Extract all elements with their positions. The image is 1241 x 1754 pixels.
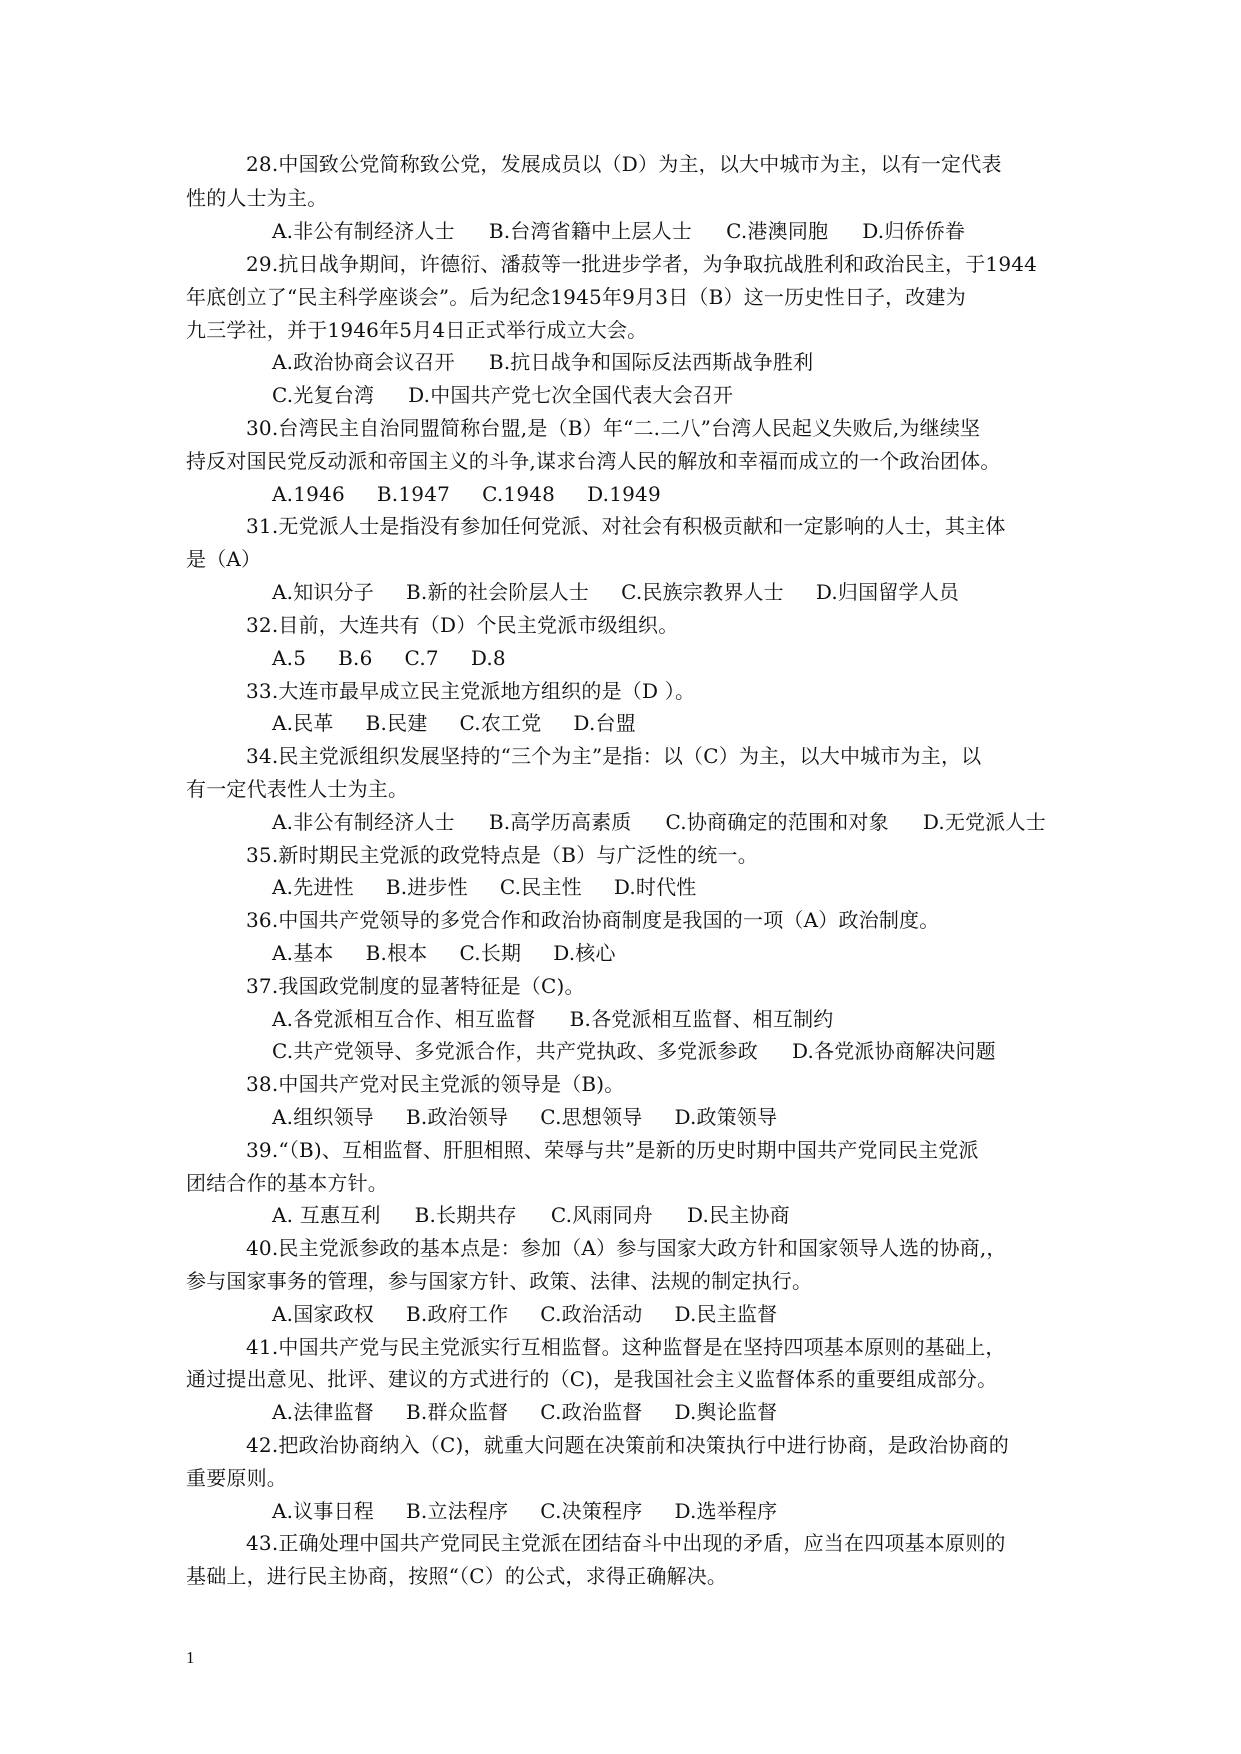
answer-option: B.立法程序 [406, 1499, 509, 1523]
answer-option: C.风雨同舟 [550, 1203, 653, 1227]
question-text: 42.把政治协商纳入（C)，就重大问题在决策前和决策执行中进行协商，是政治协商的 [246, 1433, 1009, 1457]
answer-option: D.无党派人士 [922, 810, 1046, 834]
answer-option: A.民革 [272, 711, 334, 735]
answer-options [272, 350, 813, 374]
question-text: 41.中国共产党与民主党派实行互相监督。这种监督是在坚持四项基本原则的基础上， [246, 1335, 1006, 1359]
answer-option: B.高学历高素质 [488, 810, 632, 834]
question-continuation: 重要原则。 [186, 1466, 287, 1490]
answer-option: A.各党派相互合作、相互监督 [272, 1007, 536, 1031]
answer-option: D.政策领导 [674, 1105, 778, 1129]
answer-option: B.群众监督 [406, 1400, 509, 1424]
question-continuation: 九三学社，并于1946年5月4日正式举行成立大会。 [186, 318, 648, 342]
answer-option: B.根本 [365, 941, 428, 965]
answer-option: C.共产党领导、多党派合作，共产党执政、多党派参政 [272, 1039, 758, 1063]
answer-option: A.基本 [272, 941, 334, 965]
question-continuation: 基础上，进行民主协商，按照“（C）的公式，求得正确解决。 [186, 1564, 728, 1588]
answer-option: C.7 [404, 646, 439, 670]
question-continuation: 年底创立了“民主科学座谈会”。后为纪念1945年9月3日（B）这一历史性日子，改建为 [186, 285, 966, 309]
question-text: 30.台湾民主自治同盟简称台盟,是（B）年“二.二八”台湾人民起义失败后,为继续坚 [246, 416, 981, 440]
answer-options [272, 711, 636, 735]
answer-options [272, 1105, 777, 1129]
answer-option: C.光复台湾 [272, 383, 375, 407]
answer-options [272, 941, 616, 965]
answer-option: D.中国共产党七次全国代表大会召开 [408, 383, 734, 407]
answer-options [272, 1203, 790, 1227]
question-continuation: 参与国家事务的管理，参与国家方针、政策、法律、法规的制定执行。 [186, 1269, 813, 1293]
answer-option: A.政治协商会议召开 [272, 350, 455, 374]
answer-option: A.1946 [272, 482, 345, 506]
question-text: 39.“（B)、互相监督、肝胆相照、荣辱与共”是新的历史时期中国共产党同民主党派 [246, 1138, 979, 1162]
question-continuation: 性的人士为主。 [186, 186, 328, 210]
answer-option: D.8 [470, 646, 506, 670]
page-number: 1 [186, 1648, 195, 1667]
answer-options [272, 646, 506, 670]
answer-option: A.国家政权 [272, 1302, 375, 1326]
answer-option: B.6 [338, 646, 373, 670]
answer-option: D.选举程序 [674, 1499, 778, 1523]
question-text: 28.中国致公党简称致公党，发展成员以（D）为主，以大中城市为主，以有一定代表 [246, 152, 1002, 176]
answer-option: D.民主监督 [674, 1302, 778, 1326]
answer-option: C.思想领导 [540, 1105, 643, 1129]
answer-options [272, 1302, 777, 1326]
answer-options [272, 1007, 833, 1031]
question-text: 29.抗日战争期间，许德衍、潘菽等一批进步学者，为争取抗战胜利和政治民主，于1944 [246, 252, 1038, 276]
answer-option: C.农工党 [459, 711, 542, 735]
question-text: 40.民主党派参政的基本点是：参加（A）参与国家大政方针和国家领导人选的协商,， [246, 1236, 1007, 1260]
answer-options [272, 482, 661, 506]
answer-option: A.议事日程 [272, 1499, 375, 1523]
answer-option: A.组织领导 [272, 1105, 375, 1129]
answer-option: B.民建 [365, 711, 428, 735]
answer-options [272, 1400, 777, 1424]
answer-option: D.时代性 [613, 875, 697, 899]
question-text: 43.正确处理中国共产党同民主党派在团结奋斗中出现的矛盾，应当在四项基本原则的 [246, 1531, 1006, 1555]
question-continuation: 持反对国民党反动派和帝国主义的斗争,谋求台湾人民的解放和幸福而成立的一个政治团体。 [186, 449, 1001, 473]
answer-option: B.抗日战争和国际反法西斯战争胜利 [488, 350, 814, 374]
question-text: 36.中国共产党领导的多党合作和政治协商制度是我国的一项（A）政治制度。 [246, 908, 940, 932]
question-continuation: 有一定代表性人士为主。 [186, 777, 409, 801]
answer-option: D.各党派协商解决问题 [791, 1039, 996, 1063]
answer-option: D.核心 [553, 941, 616, 965]
answer-option: A.非公有制经济人士 [272, 219, 455, 243]
answer-option: B.进步性 [385, 875, 468, 899]
answer-option: C.港澳同胞 [726, 219, 829, 243]
question-continuation: 团结合作的基本方针。 [186, 1171, 388, 1195]
answer-options [272, 875, 697, 899]
answer-option: A.非公有制经济人士 [272, 810, 455, 834]
answer-option: A.法律监督 [272, 1400, 375, 1424]
answer-option: D.归侨侨眷 [862, 219, 966, 243]
answer-option: C.政治监督 [540, 1400, 643, 1424]
answer-options [272, 1499, 777, 1523]
question-text: 38.中国共产党对民主党派的领导是（B)。 [246, 1072, 625, 1096]
answer-option: D.归国留学人员 [815, 580, 960, 604]
answer-option: C.协商确定的范围和对象 [665, 810, 889, 834]
answer-options [272, 1039, 996, 1063]
answer-option: A.知识分子 [272, 580, 375, 604]
answer-option: C.民族宗教界人士 [621, 580, 784, 604]
answer-option: C.政治活动 [540, 1302, 643, 1326]
answer-option: A.5 [272, 646, 307, 670]
question-text: 32.目前，大连共有（D）个民主党派市级组织。 [246, 613, 679, 637]
answer-option: D.舆论监督 [674, 1400, 778, 1424]
question-text: 37.我国政党制度的显著特征是（C)。 [246, 974, 585, 998]
question-text: 34.民主党派组织发展坚持的“三个为主”是指：以（C）为主，以大中城市为主，以 [246, 744, 982, 768]
answer-option: D.台盟 [573, 711, 636, 735]
question-text: 33.大连市最早成立民主党派地方组织的是（D ）。 [246, 679, 696, 703]
answer-option: C.长期 [459, 941, 522, 965]
answer-option: C.民主性 [499, 875, 582, 899]
answer-option: A.先进性 [272, 875, 354, 899]
answer-options [272, 580, 959, 604]
answer-option: B.1947 [376, 482, 451, 506]
question-text: 35.新时期民主党派的政党特点是（B）与广泛性的统一。 [246, 843, 758, 867]
answer-option: C.决策程序 [540, 1499, 643, 1523]
answer-options [272, 810, 1046, 834]
answer-option: B.政府工作 [406, 1302, 509, 1326]
answer-option: C.1948 [482, 482, 556, 506]
answer-option: D.民主协商 [686, 1203, 790, 1227]
question-text: 31.无党派人士是指没有参加任何党派、对社会有积极贡献和一定影响的人士，其主体 [246, 514, 1006, 538]
question-continuation: 是（A） [186, 547, 262, 571]
answer-options [272, 383, 733, 407]
answer-option: B.台湾省籍中上层人士 [488, 219, 693, 243]
answer-option: D.1949 [587, 482, 661, 506]
answer-option: B.政治领导 [406, 1105, 509, 1129]
answer-option: B.各党派相互监督、相互制约 [569, 1007, 834, 1031]
answer-option: B.长期共存 [414, 1203, 517, 1227]
answer-options [272, 219, 965, 243]
question-continuation: 通过提出意见、批评、建议的方式进行的（C)，是我国社会主义监督体系的重要组成部分。 [186, 1367, 998, 1391]
answer-option: B.新的社会阶层人士 [406, 580, 590, 604]
answer-option: A. 互惠互利 [272, 1203, 381, 1227]
